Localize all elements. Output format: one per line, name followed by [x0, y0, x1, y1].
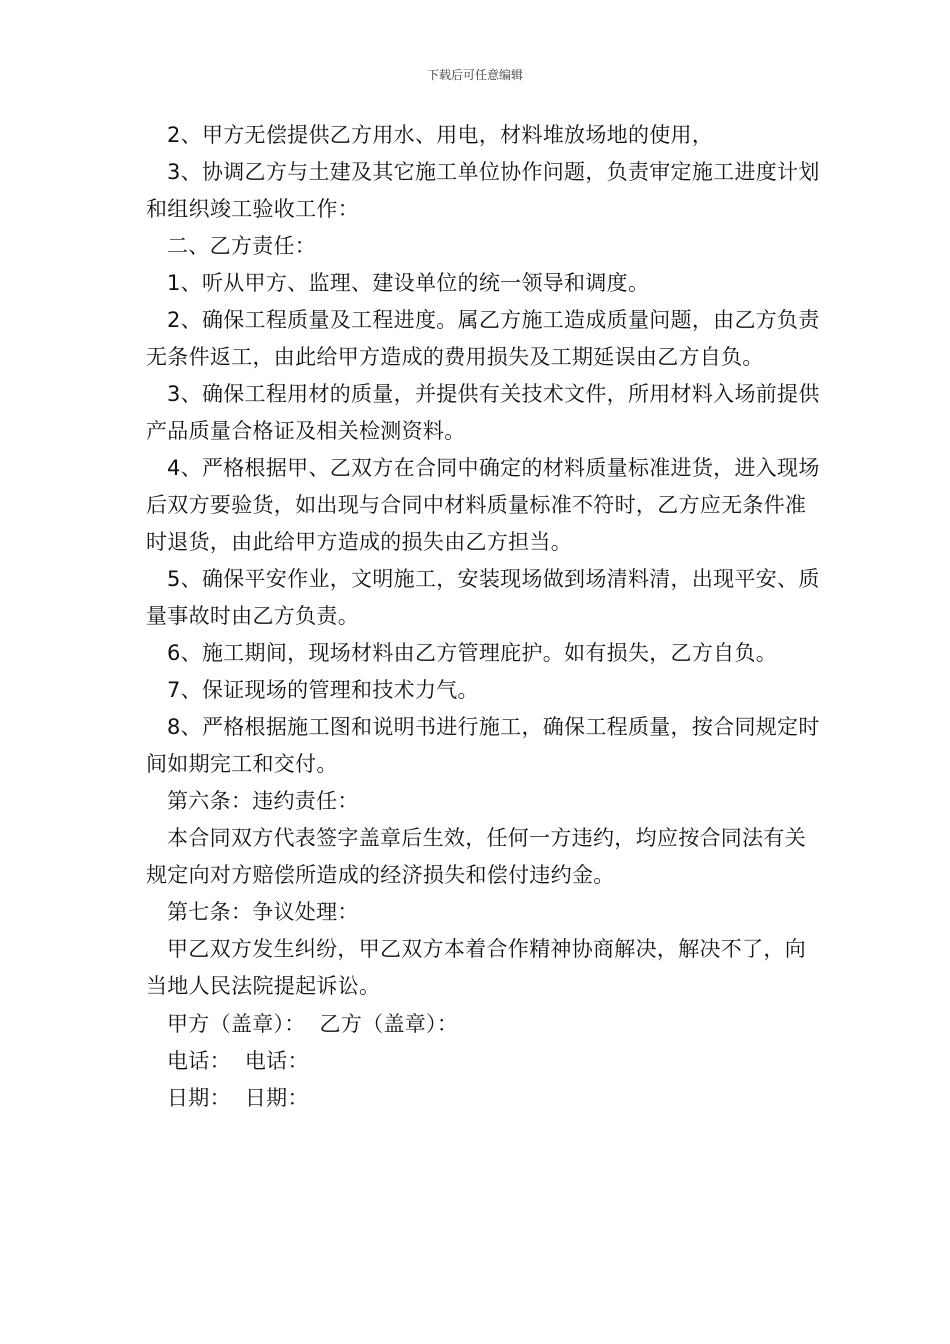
document-body [146, 117, 826, 1117]
clause-b7-management: 7、保证现场的管理和技术力气。 [167, 678, 479, 702]
article-6-body: 本合同双方代表签字盖章后生效，任何一方违约，均应按合同法有关规定向对方赔偿所造成的经济损失和偿付违约金。 [146, 826, 806, 887]
signature-phone-line: 电话： 电话： [167, 1049, 309, 1073]
clause-b5-safety: 5、确保平安作业，文明施工，安装现场做到场清料清，出现平安、质量事故时由乙方负责。 [146, 567, 820, 628]
article-7-body: 甲乙双方发生纠纷，甲乙双方本着合作精神协商解决，解决不了，向当地人民法院提起诉讼。 [146, 937, 806, 998]
clause-b4-material-standard: 4、严格根据甲、乙双方在合同中确定的材料质量标准进货，进入现场后双方要验货，如出现与合同中材料质量标准不符时，乙方应无条件准时退货，由此给甲方造成的损失由乙方担当。 [146, 456, 820, 554]
clause-b6-site-materials: 6、施工期间，现场材料由乙方管理庇护。如有损失，乙方自负。 [167, 641, 778, 665]
signature-party-line: 甲方（盖章）： 乙方（盖章）： [167, 1012, 459, 1036]
clause-b2-quality-progress: 2、确保工程质量及工程进度。属乙方施工造成质量问题，由乙方负责无条件返工，由此给甲方造成的费用损失及工期延误由乙方自负。 [146, 308, 820, 369]
signature-date-line: 日期： 日期： [167, 1086, 309, 1110]
clause-b3-materials: 3、确保工程用材的质量，并提供有关技术文件，所用材料入场前提供产品质量合格证及相关检测资料。 [146, 382, 820, 443]
article-6-heading: 第六条：违约责任： [167, 789, 359, 813]
article-7-heading: 第七条：争议处理： [167, 900, 359, 924]
page-header-note: 下载后可任意编辑 [426, 68, 523, 82]
clause-2-water-electricity: 2、甲方无偿提供乙方用水、用电，材料堆放场地的使用， [167, 123, 714, 147]
section-party-b-responsibility: 二、乙方责任： [167, 234, 317, 258]
clause-b8-construction: 8、严格根据施工图和说明书进行施工，确保工程质量，按合同规定时间如期完工和交付。 [146, 715, 820, 776]
clause-3-coordination: 3、协调乙方与土建及其它施工单位协作问题，负责审定施工进度计划和组织竣工验收工作： [146, 160, 820, 221]
clause-b1-obey: 1、听从甲方、监理、建设单位的统一领导和调度。 [167, 271, 650, 295]
